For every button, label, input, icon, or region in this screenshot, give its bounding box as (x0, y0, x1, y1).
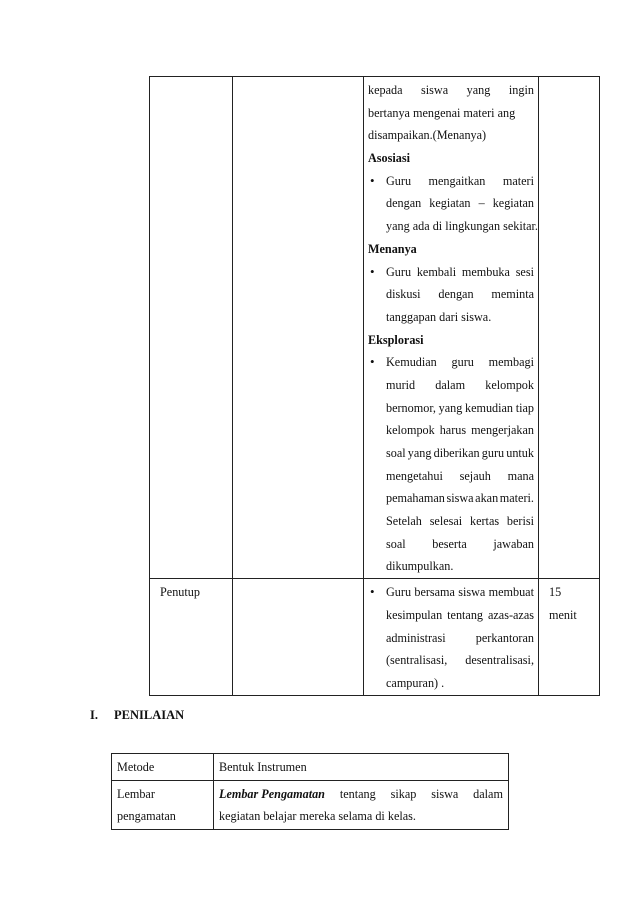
word: membagi (488, 355, 534, 370)
word: disampaikan.(Menanya) (368, 128, 487, 143)
penilaian-table (111, 753, 509, 830)
word: pemahaman (386, 491, 445, 506)
instrument-line (219, 783, 503, 805)
text-line (368, 192, 534, 215)
word: sesi (515, 264, 534, 279)
activity-cell (364, 579, 539, 695)
word: selesai (429, 514, 463, 529)
word: bernomor, (386, 400, 436, 415)
text-line (368, 306, 534, 329)
text-line (368, 533, 534, 556)
text-line (368, 374, 534, 397)
stage-cell (150, 579, 233, 695)
text-line (368, 261, 534, 284)
word: perkantoran (475, 630, 534, 645)
table-row (112, 754, 509, 781)
bullet-icon: • (370, 354, 375, 370)
time-value: 15 (549, 585, 562, 600)
word: mengetahui (386, 468, 443, 483)
word: membuka (461, 264, 510, 279)
word: sejauh (459, 468, 491, 483)
lesson-activity-table (149, 76, 600, 696)
text-line (368, 442, 534, 465)
word: siswa (446, 491, 474, 506)
word: akan (475, 491, 499, 506)
text-line (368, 351, 534, 374)
text-line (368, 627, 534, 650)
penutup-label: Penutup (160, 585, 200, 600)
header-cell (112, 754, 214, 781)
text-line (368, 215, 538, 238)
method-line: Lembar (117, 787, 155, 801)
text-line (368, 465, 534, 488)
activity-subheading: Eksplorasi (368, 332, 424, 347)
stage-cell (150, 77, 233, 579)
word: bertanya mengenai materi ang (368, 105, 516, 120)
bullet-icon: • (370, 584, 375, 600)
word: tanggapan dari siswa. (386, 309, 492, 324)
word: dengan (438, 287, 474, 302)
word: kembali (416, 264, 457, 279)
table-row (112, 781, 509, 830)
word: berisi (506, 514, 534, 529)
word: administrasi (386, 630, 446, 645)
word: tentang (339, 787, 376, 801)
word: meminta (491, 287, 534, 302)
word: kegiatan (429, 196, 471, 211)
penutup-description (364, 579, 538, 694)
word: kegiatan (492, 196, 534, 211)
word: soal (386, 536, 406, 551)
method-line: pengamatan (117, 809, 176, 823)
word: untuk (506, 446, 534, 460)
word: harus (439, 423, 467, 438)
word: mengaitkan (428, 173, 486, 188)
word: kemudian (464, 400, 514, 415)
word: kelompok (485, 377, 534, 392)
section-heading (90, 708, 184, 723)
word: siswa (431, 787, 459, 801)
word: jawaban (493, 536, 534, 551)
word: siswa (458, 585, 486, 600)
instrument-name: Lembar Pengamatan (219, 787, 325, 801)
text-line (368, 649, 534, 672)
bullet-icon: • (370, 172, 375, 188)
table-row (150, 579, 600, 695)
word: yang ada di lingkungan sekitar. (386, 219, 538, 234)
activity-subheading: Menanya (368, 241, 417, 256)
activity-cell (364, 77, 539, 579)
text-line (368, 102, 534, 125)
word: dalam (435, 377, 466, 392)
word: dikumpulkan. (386, 559, 454, 574)
word: kelompok (386, 423, 435, 438)
text-line (368, 419, 534, 442)
word: campuran) . (386, 675, 445, 690)
text-line (368, 170, 534, 193)
word: sikap (390, 787, 417, 801)
word: soal (386, 446, 406, 460)
activity-subheading: Asosiasi (368, 151, 410, 166)
activity-description (364, 77, 538, 578)
word: Guru (386, 264, 412, 279)
header-bentuk-instrumen: Bentuk Instrumen (219, 760, 307, 774)
text-line (368, 79, 534, 102)
word: ingin (508, 83, 534, 97)
word: Guru (386, 585, 412, 600)
word: diberikan (433, 446, 480, 460)
text-line (368, 555, 534, 578)
word: Kemudian (386, 355, 437, 370)
word: materi. (499, 491, 534, 506)
text-line (368, 510, 534, 533)
word: kesimpulan (386, 607, 443, 622)
word: – (478, 196, 485, 211)
word: dengan (386, 196, 422, 211)
word: mengerjakan (471, 423, 534, 438)
word: membuat (488, 585, 534, 600)
method-value-cell (112, 781, 214, 830)
word: tiap (515, 400, 534, 415)
text-line (368, 487, 534, 510)
word: siswa (421, 83, 449, 97)
word: yang (407, 446, 432, 460)
word: guru (481, 446, 505, 460)
section-title: PENILAIAN (114, 708, 185, 722)
time-cell (539, 579, 600, 695)
word: guru (451, 355, 474, 370)
word: diskusi (386, 287, 421, 302)
word: dalam (473, 787, 503, 801)
text-line (368, 124, 534, 147)
bullet-icon: • (370, 263, 375, 279)
table-row (150, 77, 600, 579)
word: mana (507, 468, 534, 483)
section-number: I. (90, 708, 98, 722)
word: Guru (386, 173, 412, 188)
instrument-line: kegiatan belajar mereka selama di kelas. (219, 809, 416, 823)
text-line (368, 283, 534, 306)
word: tentang (447, 607, 484, 622)
word: (sentralisasi, (386, 653, 448, 668)
text-line (368, 581, 534, 604)
text-line (368, 604, 534, 627)
word: materi (502, 173, 534, 188)
time-unit: menit (549, 607, 577, 622)
word: yang (466, 83, 491, 97)
time-cell (539, 77, 600, 579)
method-cell (233, 579, 364, 695)
word: Setelah (386, 514, 422, 529)
word: azas-azas (487, 607, 534, 622)
word: kepada (368, 83, 403, 97)
word: bersama (414, 585, 455, 600)
word: beserta (432, 536, 467, 551)
word: kertas (470, 514, 500, 529)
header-metode: Metode (117, 760, 155, 774)
instrument-value-cell (214, 781, 509, 830)
text-line (368, 397, 534, 420)
word: murid (386, 377, 416, 392)
word: desentralisasi, (465, 653, 534, 668)
header-cell (214, 754, 509, 781)
text-line (368, 672, 534, 695)
word: yang (438, 400, 463, 415)
method-cell (233, 77, 364, 579)
